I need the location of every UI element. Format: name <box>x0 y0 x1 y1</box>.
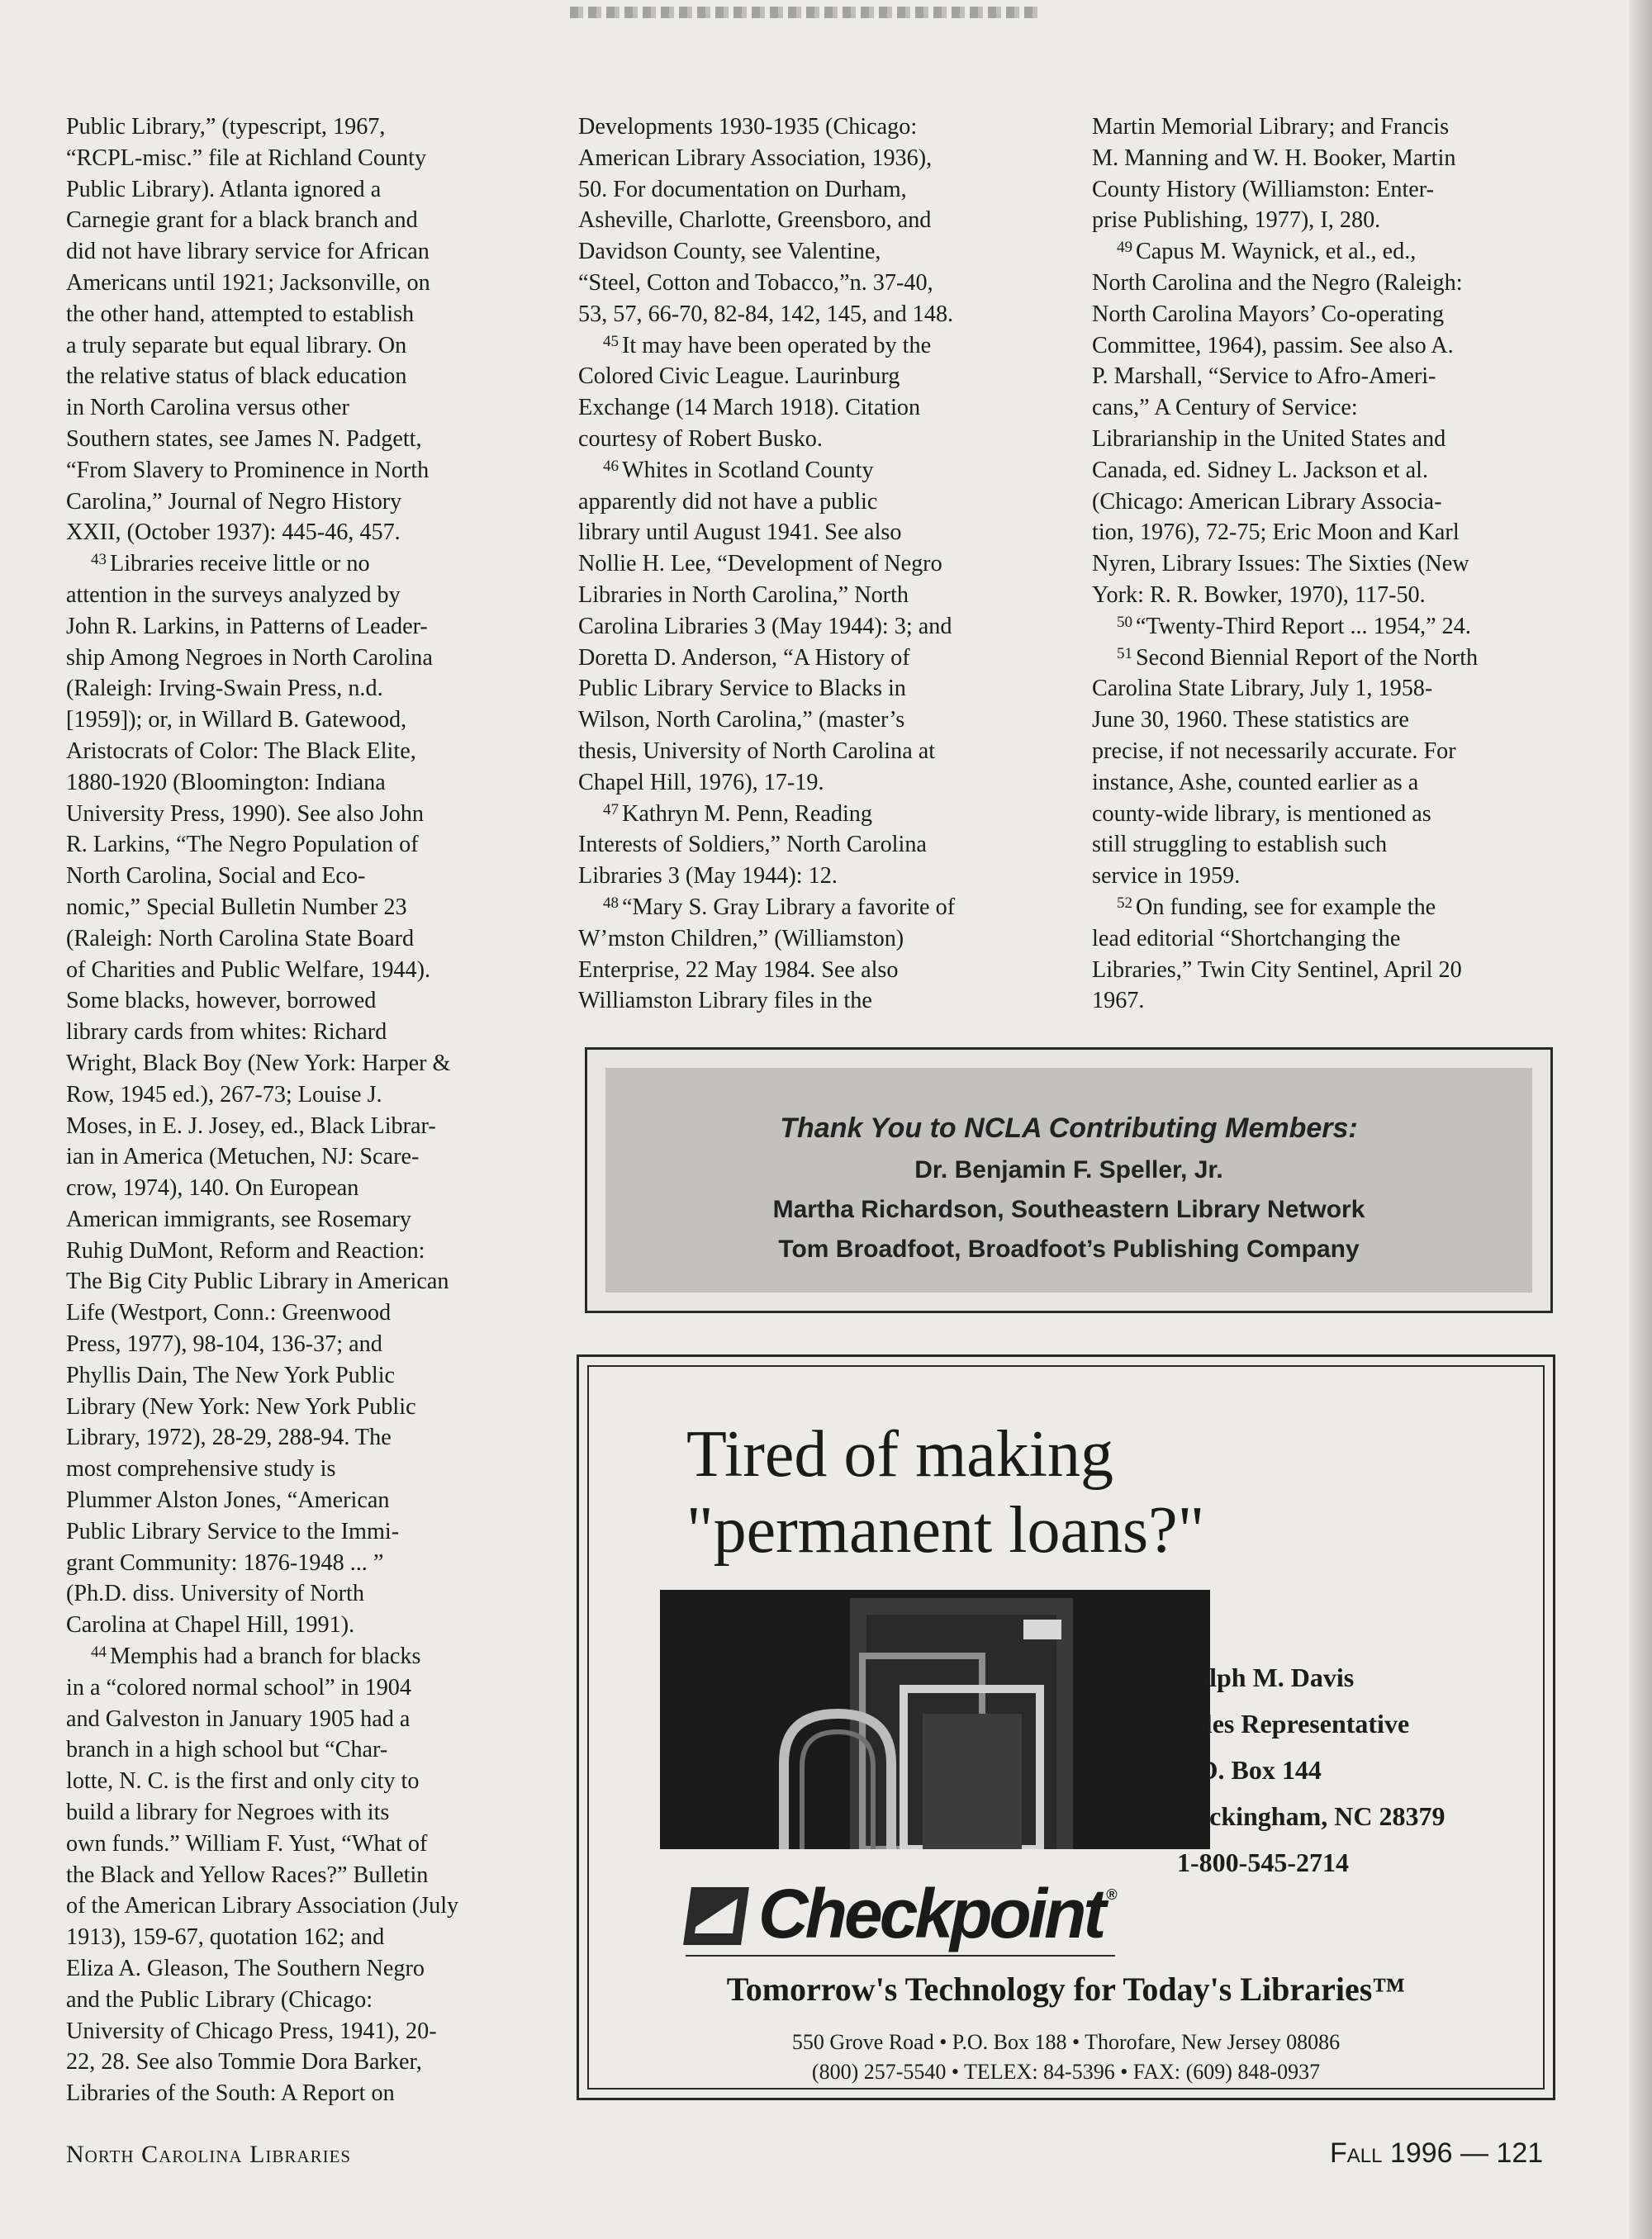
text-line: Press, 1977), 98-104, 136-37; and <box>66 1331 382 1358</box>
footnote-number: 44 <box>91 1644 107 1662</box>
security-gate-illustration <box>660 1590 1210 1849</box>
thanks-member: Dr. Benjamin F. Speller, Jr. <box>914 1156 1223 1184</box>
text-line: $^{50}$ “Twenty-Third Report ... 1954,” 24. <box>1117 613 1471 639</box>
text-line: $^{45}$ It may have been operated by the <box>603 332 932 358</box>
ad-headline-line: "permanent loans?" <box>686 1494 1205 1567</box>
text-line: Libraries of the South: A Report on <box>66 2080 395 2107</box>
text-line: Libraries in North Carolina,” North <box>578 581 909 608</box>
text-line: lead editorial “Shortchanging the <box>1092 925 1401 951</box>
text-line: Interests of Soldiers,” North Carolina <box>578 832 927 858</box>
footer-journal-name: North Carolina Libraries <box>66 2141 352 2168</box>
text-line: the other hand, attempted to establish <box>66 301 415 327</box>
footnote-number: 45 <box>603 332 619 350</box>
footnote-number: 49 <box>1117 239 1132 257</box>
contact-title: Sales Representative <box>1177 1709 1410 1739</box>
text-line: Plummer Alston Jones, “American <box>66 1487 390 1514</box>
text-line: Some blacks, however, borrowed <box>66 988 377 1014</box>
contact-city: Rockingham, NC 28379 <box>1177 1801 1446 1831</box>
text-line: $^{49}$ Capus M. Waynick, et al., ed., <box>1117 239 1417 265</box>
text-line: Public Library). Atlanta ignored a <box>66 176 382 202</box>
text-line: Colored Civic League. Laurinburg <box>578 363 900 390</box>
ad-tagline: Tomorrow's Technology for Today's Libraries™ <box>726 1971 1406 2008</box>
text-line: Public Library Service to the Immi- <box>66 1518 400 1544</box>
text-line: Developments 1930-1935 (Chicago: <box>578 114 918 140</box>
text-line: M. Manning and W. H. Booker, Martin <box>1092 145 1456 171</box>
text-line: cans,” A Century of Service: <box>1092 395 1358 421</box>
text-line: $^{52}$ On funding, see for example the <box>1117 894 1436 920</box>
text-line: Carolina Libraries 3 (May 1944): 3; and <box>578 613 952 639</box>
text-line: 1880-1920 (Bloomington: Indiana <box>66 769 386 795</box>
text-line: W’mston Children,” (Williamston) <box>578 925 904 951</box>
text-line: Exchange (14 March 1918). Citation <box>578 395 921 421</box>
text-line: 50. For documentation on Durham, <box>578 176 907 202</box>
text-line: Life (Westport, Conn.: Greenwood <box>66 1300 392 1326</box>
text-line: North Carolina and the Negro (Raleigh: <box>1092 269 1463 296</box>
text-line: in a “colored normal school” in 1904 <box>66 1674 411 1701</box>
text-line: the Black and Yellow Races?” Bulletin <box>66 1862 429 1888</box>
checkpoint-logo <box>686 1862 1115 1970</box>
text-line: Wilson, North Carolina,” (master’s <box>578 707 905 733</box>
checkpoint-wordmark-text: Checkpoint <box>758 1875 1104 1952</box>
text-line: $^{47}$ Kathryn M. Penn, Reading <box>603 800 872 827</box>
text-line: precise, if not necessarily accurate. For <box>1092 738 1456 764</box>
text-line: $^{44}$ Memphis had a branch for blacks <box>91 1644 421 1670</box>
text-line: County History (Williamston: Enter- <box>1092 176 1435 202</box>
text-line: 53, 57, 66-70, 82-84, 142, 145, and 148. <box>578 301 954 327</box>
checkpoint-logo-icon <box>683 1887 749 1945</box>
text-line: North Carolina Mayors’ Co-operating <box>1092 301 1445 327</box>
text-line: American Library Association, 1936), <box>578 145 933 171</box>
text-line: Nollie H. Lee, “Development of Negro <box>578 551 942 577</box>
footnote-number: 46 <box>603 457 619 475</box>
sales-contact <box>1177 1654 1445 1886</box>
text-line: and Galveston in January 1905 had a <box>66 1705 411 1732</box>
text-line: Aristocrats of Color: The Black Elite, <box>66 738 416 764</box>
text-line: $^{46}$ Whites in Scotland County <box>603 457 874 483</box>
text-line: 1913), 159-67, quotation 162; and <box>66 1924 385 1951</box>
text-line: Martin Memorial Library; and Francis <box>1092 114 1450 140</box>
text-line: John R. Larkins, in Patterns of Leader- <box>66 613 428 639</box>
text-line: Libraries 3 (May 1944): 12. <box>578 863 838 889</box>
ad-address-line: (800) 257-5540 • TELEX: 84-5396 • FAX: (609) 848-0937 <box>811 2060 1321 2084</box>
logo-underline <box>686 1955 1115 1957</box>
ad-address <box>589 2028 1543 2087</box>
text-line: tion, 1976), 72-75; Eric Moon and Karl <box>1092 519 1460 546</box>
text-line: thesis, University of North Carolina at <box>578 738 936 764</box>
page-edge <box>1629 0 1652 2239</box>
ad-headline-line: Tired of making <box>686 1418 1114 1491</box>
footnote-number: 51 <box>1117 644 1132 662</box>
text-line: “From Slavery to Prominence in North <box>66 457 430 483</box>
text-line: Library (New York: New York Public <box>66 1393 416 1420</box>
text-line: P. Marshall, “Service to Afro-Ameri- <box>1092 363 1436 390</box>
text-line: in North Carolina versus other <box>66 395 349 421</box>
text-line: $^{48}$ “Mary S. Gray Library a favorite of <box>603 894 956 920</box>
text-line: apparently did not have a public <box>578 488 878 515</box>
text-line: Southern states, see James N. Padgett, <box>66 425 422 452</box>
footnote-number: 52 <box>1117 894 1132 912</box>
header-ornament <box>570 7 1041 18</box>
text-line: (Raleigh: North Carolina State Board <box>66 925 415 951</box>
ad-inner-frame <box>587 1365 1545 2090</box>
thanks-title: Thank You to NCLA Contributing Members: <box>780 1112 1358 1144</box>
text-line: Libraries,” Twin City Sentinel, April 20 <box>1092 956 1462 983</box>
checkpoint-advertisement <box>577 1354 1555 2100</box>
text-line: Williamston Library files in the <box>578 988 872 1014</box>
text-line: courtesy of Robert Busko. <box>578 425 823 452</box>
text-line: of Charities and Public Welfare, 1944). <box>66 956 431 983</box>
text-line: Carnegie grant for a black branch and <box>66 207 418 234</box>
text-line: service in 1959. <box>1092 863 1241 889</box>
text-line: American immigrants, see Rosemary <box>66 1206 411 1232</box>
text-line: Americans until 1921; Jacksonville, on <box>66 269 430 296</box>
text-line: county-wide library, is mentioned as <box>1092 800 1431 827</box>
text-line: Chapel Hill, 1976), 17-19. <box>578 769 824 795</box>
text-line: lotte, N. C. is the first and only city to <box>66 1768 420 1795</box>
text-line: and the Public Library (Chicago: <box>66 1986 373 2013</box>
text-line: (Raleigh: Irving-Swain Press, n.d. <box>66 676 383 702</box>
text-line: Row, 1945 ed.), 267-73; Louise J. <box>66 1081 382 1108</box>
text-line: Nyren, Library Issues: The Sixties (New <box>1092 551 1469 577</box>
text-line: did not have library service for African <box>66 239 430 265</box>
text-line: attention in the surveys analyzed by <box>66 581 401 608</box>
text-line: (Ph.D. diss. University of North <box>66 1581 364 1607</box>
column-1 <box>66 111 537 2109</box>
text-line: Canada, ed. Sidney L. Jackson et al. <box>1092 457 1429 483</box>
text-line: grant Community: 1876-1948 ... ” <box>66 1549 384 1576</box>
ad-headline <box>686 1416 1265 1568</box>
text-line: the relative status of black education <box>66 363 407 390</box>
text-line: ian in America (Metuchen, NJ: Scare- <box>66 1144 420 1170</box>
text-line: North Carolina, Social and Eco- <box>66 863 366 889</box>
text-line: Carolina State Library, July 1, 1958- <box>1092 676 1433 702</box>
text-line: $^{43}$ Libraries receive little or no <box>91 551 370 577</box>
text-line: own funds.” William F. Yust, “What of <box>66 1830 428 1857</box>
text-line: build a library for Negroes with its <box>66 1800 390 1826</box>
text-line: Moses, in E. J. Josey, ed., Black Librar- <box>66 1112 436 1139</box>
footnote-number: 43 <box>91 551 107 569</box>
text-line: Public Library,” (typescript, 1967, <box>66 114 386 140</box>
ad-address-line: 550 Grove Road • P.O. Box 188 • Thorofare, New Jersey 08086 <box>791 2030 1341 2054</box>
text-line: still struggling to establish such <box>1092 832 1388 858</box>
text-line: University of Chicago Press, 1941), 20- <box>66 2018 437 2044</box>
text-line: [1959]); or, in Willard B. Gatewood, <box>66 707 407 733</box>
text-line: prise Publishing, 1977), I, 280. <box>1092 207 1381 234</box>
text-line: XXII, (October 1937): 445-46, 457. <box>66 519 401 546</box>
text-line: R. Larkins, “The Negro Population of <box>66 832 419 858</box>
text-line: 1967. <box>1092 988 1145 1014</box>
thanks-box <box>585 1047 1553 1313</box>
checkpoint-wordmark <box>758 1874 1114 1954</box>
text-line: “RCPL-misc.” file at Richland County <box>66 145 427 171</box>
text-line: nomic,” Special Bulletin Number 23 <box>66 894 407 920</box>
footer-issue-page: Fall 1996 — 121 <box>1330 2137 1544 2169</box>
text-line: 22, 28. See also Tommie Dora Barker, <box>66 2049 422 2075</box>
text-line: June 30, 1960. These statistics are <box>1092 707 1409 733</box>
text-line: York: R. R. Bowker, 1970), 117-50. <box>1092 581 1426 608</box>
text-line: Enterprise, 22 May 1984. See also <box>578 956 899 983</box>
column-2 <box>578 111 1041 1017</box>
text-line: Phyllis Dain, The New York Public <box>66 1362 396 1388</box>
text-line: most comprehensive study is <box>66 1456 336 1482</box>
thanks-box-inner <box>605 1068 1532 1293</box>
text-line: Eliza A. Gleason, The Southern Negro <box>66 1956 425 1982</box>
text-line: The Big City Public Library in American <box>66 1269 449 1295</box>
thanks-member: Tom Broadfoot, Broadfoot’s Publishing Company <box>778 1236 1360 1263</box>
footnote-number: 48 <box>603 894 619 912</box>
text-line: crow, 1974), 140. On European <box>66 1175 359 1202</box>
text-line: library cards from whites: Richard <box>66 1019 387 1046</box>
text-line: Public Library Service to Blacks in <box>578 676 906 702</box>
security-gate-photo <box>660 1590 1210 1849</box>
text-line: Doretta D. Anderson, “A History of <box>578 644 910 671</box>
text-line: branch in a high school but “Char- <box>66 1737 388 1763</box>
text-line: University Press, 1990). See also John <box>66 800 424 827</box>
text-line: instance, Ashe, counted earlier as a <box>1092 769 1419 795</box>
footnote-number: 50 <box>1117 613 1132 631</box>
text-line: of the American Library Association (July <box>66 1893 459 1919</box>
registered-mark: ® <box>1106 1886 1114 1903</box>
column-3 <box>1092 111 1563 1017</box>
text-line: Wright, Black Boy (New York: Harper & <box>66 1050 451 1076</box>
text-line: “Steel, Cotton and Tobacco,”n. 37-40, <box>578 269 933 296</box>
text-line: Committee, 1964), passim. See also A. <box>1092 332 1454 358</box>
text-line: (Chicago: American Library Associa- <box>1092 488 1442 515</box>
contact-pobox: P.O. Box 144 <box>1177 1755 1322 1785</box>
text-line: library until August 1941. See also <box>578 519 902 546</box>
footnote-number: 47 <box>603 800 619 818</box>
text-line: Ruhig DuMont, Reform and Reaction: <box>66 1237 425 1264</box>
text-line: ship Among Negroes in North Carolina <box>66 644 433 671</box>
contact-name: Ralph M. Davis <box>1177 1663 1355 1692</box>
text-line: $^{51}$ Second Biennial Report of the North <box>1117 644 1479 671</box>
text-line: Library, 1972), 28-29, 288-94. The <box>66 1425 392 1451</box>
text-line: Carolina at Chapel Hill, 1991). <box>66 1612 355 1639</box>
text-line: Asheville, Charlotte, Greensboro, and <box>578 207 932 234</box>
text-line: a truly separate but equal library. On <box>66 332 407 358</box>
contact-phone: 1-800-545-2714 <box>1177 1848 1349 1877</box>
thanks-member: Martha Richardson, Southeastern Library Network <box>772 1196 1365 1223</box>
text-line: Davidson County, see Valentine, <box>578 239 881 265</box>
text-line: Carolina,” Journal of Negro History <box>66 488 402 515</box>
text-line: Librarianship in the United States and <box>1092 425 1446 452</box>
